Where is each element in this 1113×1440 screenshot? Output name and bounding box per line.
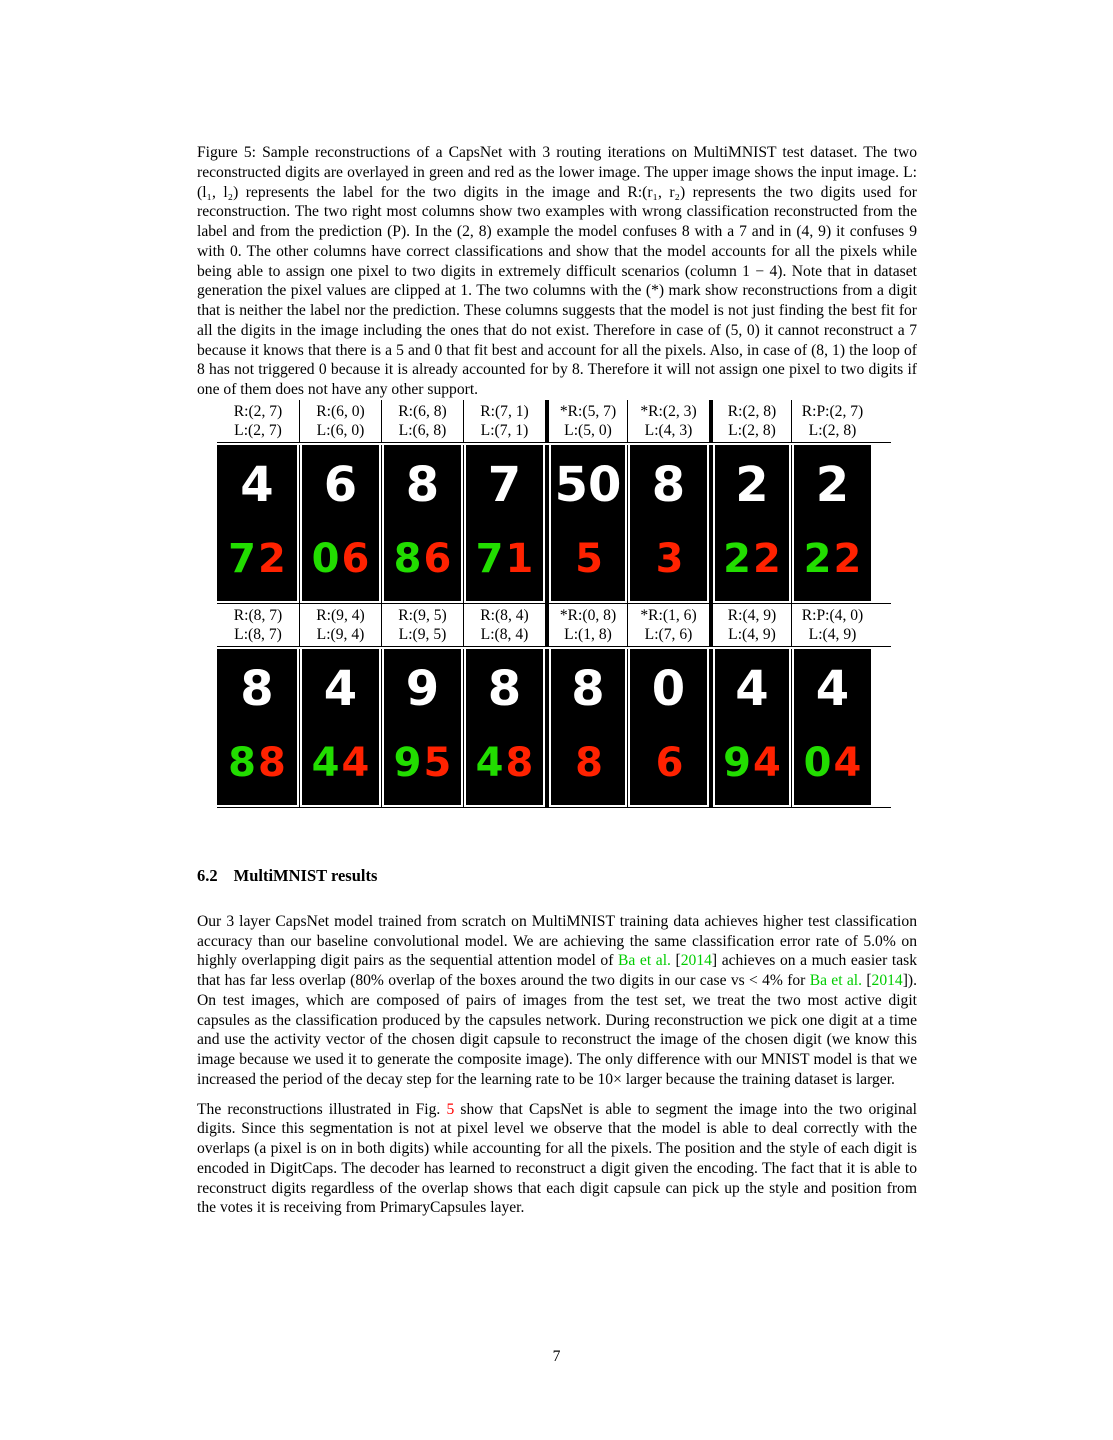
figure-caption: Figure 5: Sample reconstructions of a CapsNet with 3 routing iterations on MultiMNIST test dataset. The two reconstructed digits are overlayed in green and red as the lower image. The upper image shows the input image. L:(l₁, l₂) represents the label for the two digits in the image and R:(r₁, r₂) represents the two digits used for reconstruction. The two right most columns show two examples with wrong classification reconstructed from the label and from the prediction (P). In the (2, 8) example the model confuses 8 with a 7 and in (4, 9) it confuses 9 with 0. The other columns have correct classifications and show that the model accounts for all the pixels while being able to assign one pixel to two digits in extremely difficult scenarios (column 1 − 4). Note that in dataset generation the pixel values are clipped at 1. The two columns with the (*) mark show reconstructions from a digit that is neither the label nor the prediction. These columns suggests that the model is not just finding the best fit for all the digits in the image including the ones that do not exist. Therefore in case of (5, 0) it cannot reconstruct a 7 because it knows that there is a 5 and 0 that fit best and account for all the pixels. Also, in case of (8, 1) the loop of 8 has not triggered 0 because it is already accounted for by 8. Therefore it will not assign one pixel to two digits if one of them does not have any other support. — [197, 144, 917, 398]
reconstruction-overlay — [394, 735, 452, 791]
reconstruction-label: R:(9, 5) — [398, 606, 447, 624]
green-reconstruction: 0 — [803, 739, 832, 786]
reconstruction-overlay — [804, 735, 862, 791]
green-reconstruction: 9 — [723, 739, 751, 786]
figure-header-row — [217, 604, 891, 647]
green-reconstruction: 7 — [228, 535, 256, 582]
sample-image — [381, 649, 463, 807]
page-number: 7 — [552, 1348, 561, 1365]
reconstruction-overlay — [723, 735, 781, 791]
text: Our 3 layer CapsNet model trained from scratch on MultiMNIST training data achieves higher test classification accuracy than our baseline convolutional model. We are achieving the same classification error rate of 5.0% on highly overlapping digit pairs as the sequential attention model of — [197, 912, 917, 970]
paragraph-results — [197, 912, 917, 1090]
reconstruction-label: *R:(0, 8) — [559, 606, 617, 624]
citation-author-link[interactable]: Ba et al. — [618, 952, 671, 970]
reconstruction-label: R:(9, 4) — [316, 606, 365, 624]
figure-ref-link[interactable]: 5 — [446, 1100, 455, 1118]
section-heading — [197, 866, 917, 886]
column-label — [381, 400, 463, 442]
true-label: L:(6, 0) — [316, 421, 365, 439]
column-label — [627, 400, 709, 442]
reconstruction-label: R:(8, 4) — [480, 606, 529, 624]
true-label: L:(6, 8) — [398, 421, 447, 439]
column-label — [463, 400, 545, 442]
red-reconstruction: 3 — [655, 535, 684, 582]
red-reconstruction: 2 — [258, 535, 286, 582]
column-label — [791, 400, 873, 442]
reconstruction-overlay — [804, 531, 862, 587]
reconstruction-overlay — [228, 735, 286, 791]
column-label — [463, 604, 545, 646]
column-label — [381, 604, 463, 646]
reconstruction-overlay — [394, 531, 452, 587]
digit-image — [217, 649, 297, 805]
reconstruction-overlay — [228, 531, 286, 587]
digit-image — [551, 445, 625, 601]
reconstruction-label: R:(4, 9) — [727, 606, 777, 624]
reconstruction-overlay — [573, 531, 603, 587]
text: [ — [670, 952, 681, 970]
red-reconstruction: 8 — [575, 739, 603, 786]
text: [ — [862, 972, 872, 989]
column-label — [217, 400, 299, 442]
green-reconstruction: 4 — [475, 739, 504, 786]
true-label: L:(9, 5) — [398, 625, 447, 643]
sample-image — [463, 649, 545, 807]
input-digit: 2 — [815, 456, 850, 513]
green-reconstruction: 0 — [311, 535, 340, 582]
column-label — [299, 400, 381, 442]
sample-image — [709, 649, 791, 807]
reconstruction-label: *R:(5, 7) — [559, 402, 617, 420]
reconstruction-overlay — [312, 531, 370, 587]
digit-image — [630, 649, 707, 805]
reconstruction-overlay — [573, 735, 603, 791]
red-reconstruction: 4 — [753, 739, 781, 786]
text: ] achieves on a much easier task that has far less overlap (80% overlap of the boxes around the two digits in our case vs < 4% for — [197, 952, 917, 989]
reconstruction-label: R:(2, 7) — [233, 402, 283, 420]
reconstruction-label: R:(2, 8) — [727, 402, 777, 420]
column-label — [299, 604, 381, 646]
true-label: L:(1, 8) — [564, 625, 612, 643]
digit-image — [302, 649, 379, 805]
green-reconstruction: 8 — [393, 535, 422, 582]
text: ]). On test images, which are composed of pairs of images from the test set, we treat the two most active digit capsules as the classification produced by the capsules network. During reconstruction we pick one digit at a time and use the activity vector of the chosen digit capsule to reconstruct the image of the chosen digit (we know this image because we used it to generate the composite image). The only difference with our MNIST model is that we increased the period of the decay step for the learning rate to be 10× larger because the training dataset is larger. — [197, 972, 918, 1088]
red-reconstruction: 4 — [341, 739, 370, 786]
figure-image-row — [217, 649, 891, 808]
sample-image — [217, 445, 299, 603]
figure-image-row — [217, 445, 891, 604]
sample-image — [463, 445, 545, 603]
figure-5-grid — [217, 400, 891, 808]
input-digit: 4 — [735, 660, 769, 717]
green-reconstruction: 2 — [723, 535, 751, 582]
input-digit: 8 — [487, 660, 522, 717]
input-digit: 4 — [323, 660, 358, 717]
red-reconstruction: 8 — [505, 739, 534, 786]
reconstruction-overlay — [654, 531, 684, 587]
digit-image — [630, 445, 707, 601]
digit-image — [551, 649, 625, 805]
reconstruction-label: *R:(1, 6) — [640, 606, 697, 624]
column-label — [627, 604, 709, 646]
sample-image — [791, 649, 873, 807]
digit-image — [302, 445, 379, 601]
digit-image — [794, 445, 871, 601]
citation-year-link[interactable]: 2014 — [680, 952, 712, 970]
red-reconstruction: 8 — [258, 739, 286, 786]
digit-image — [715, 445, 789, 601]
section-number: 6.2 — [197, 865, 218, 885]
reconstruction-label: R:P:(2, 7) — [801, 402, 864, 420]
true-label: L:(4, 3) — [644, 421, 693, 439]
section-title: MultiMNIST results — [233, 865, 378, 885]
digit-image — [384, 445, 461, 601]
input-digit: 2 — [735, 456, 769, 513]
input-digit: 8 — [405, 456, 440, 513]
sample-image — [791, 445, 873, 603]
digit-image — [466, 445, 543, 601]
input-digit: 8 — [571, 660, 605, 717]
sample-image — [299, 445, 381, 603]
digit-image — [384, 649, 461, 805]
column-label — [545, 400, 627, 442]
sample-image — [217, 649, 299, 807]
red-reconstruction: 2 — [833, 535, 862, 582]
true-label: L:(7, 6) — [644, 625, 693, 643]
true-label: L:(2, 8) — [728, 421, 776, 439]
digit-image — [715, 649, 789, 805]
input-digit: 4 — [815, 660, 850, 717]
true-label: L:(7, 1) — [480, 421, 529, 439]
green-reconstruction: 9 — [393, 739, 422, 786]
sample-image — [299, 649, 381, 807]
red-reconstruction: 5 — [423, 739, 452, 786]
input-digit: 4 — [240, 456, 274, 513]
true-label: L:(4, 9) — [728, 625, 776, 643]
digit-image — [794, 649, 871, 805]
true-label: L:(2, 8) — [808, 421, 857, 439]
citation-year-link[interactable]: 2014 — [871, 972, 903, 989]
reconstruction-overlay — [723, 531, 781, 587]
paragraph-reconstructions — [197, 1100, 917, 1219]
sample-image — [627, 649, 709, 807]
column-label — [217, 604, 299, 646]
red-reconstruction: 5 — [575, 535, 603, 582]
red-reconstruction: 6 — [423, 535, 452, 582]
column-label — [545, 604, 627, 646]
green-reconstruction: 7 — [475, 535, 504, 582]
true-label: L:(8, 7) — [234, 625, 282, 643]
text: show that CapsNet is able to segment the image into the two original digits. Since this segmentation is not at pixel level we observe that the model is able to deal correctly with the overlaps (a pixel is on in both digits) while accounting for all the pixels. The position and the style of each digit is encoded in DigitCaps. The decoder has learned to reconstruct a digit given the encoding. The fact that it is able to reconstruct digits regardless of the overlap shows that each digit capsule can pick up the style and position from the votes it is receiving from PrimaryCapsules layer. — [197, 1100, 917, 1217]
input-digit: 8 — [240, 660, 274, 717]
true-label: L:(4, 9) — [808, 625, 857, 643]
sample-image — [709, 445, 791, 603]
green-reconstruction: 4 — [311, 739, 340, 786]
sample-image — [381, 445, 463, 603]
reconstruction-overlay — [476, 531, 534, 587]
reconstruction-label: R:P:(4, 0) — [801, 606, 864, 624]
reconstruction-label: R:(8, 7) — [233, 606, 283, 624]
citation-author-link[interactable]: Ba et al. — [809, 972, 863, 989]
green-reconstruction: 8 — [228, 739, 256, 786]
digit-image — [466, 649, 543, 805]
reconstruction-label: *R:(2, 3) — [640, 402, 697, 420]
true-label: L:(9, 4) — [316, 625, 365, 643]
red-reconstruction: 6 — [655, 739, 684, 786]
sample-image — [545, 445, 627, 603]
column-label — [709, 400, 791, 442]
column-label — [709, 604, 791, 646]
reconstruction-overlay — [476, 735, 534, 791]
column-label — [791, 604, 873, 646]
input-digit: 6 — [323, 456, 358, 513]
input-digit: 50 — [554, 456, 622, 513]
true-label: L:(8, 4) — [480, 625, 529, 643]
input-digit: 7 — [487, 456, 522, 513]
sample-image — [627, 445, 709, 603]
reconstruction-overlay — [654, 735, 684, 791]
reconstruction-label: R:(6, 8) — [398, 402, 447, 420]
red-reconstruction: 6 — [341, 535, 370, 582]
input-digit: 9 — [405, 660, 440, 717]
reconstruction-overlay — [312, 735, 370, 791]
digit-image — [217, 445, 297, 601]
true-label: L:(2, 7) — [234, 421, 282, 439]
red-reconstruction: 2 — [753, 535, 781, 582]
input-digit: 0 — [651, 660, 686, 717]
true-label: L:(5, 0) — [564, 421, 612, 439]
reconstruction-label: R:(6, 0) — [316, 402, 365, 420]
sample-image — [545, 649, 627, 807]
red-reconstruction: 4 — [833, 739, 862, 786]
reconstruction-label: R:(7, 1) — [480, 402, 529, 420]
red-reconstruction: 1 — [505, 535, 534, 582]
green-reconstruction: 2 — [803, 535, 832, 582]
text: The reconstructions illustrated in Fig. — [197, 1100, 447, 1118]
input-digit: 8 — [651, 456, 686, 513]
figure-header-row — [217, 400, 891, 443]
page-content — [197, 143, 917, 1218]
